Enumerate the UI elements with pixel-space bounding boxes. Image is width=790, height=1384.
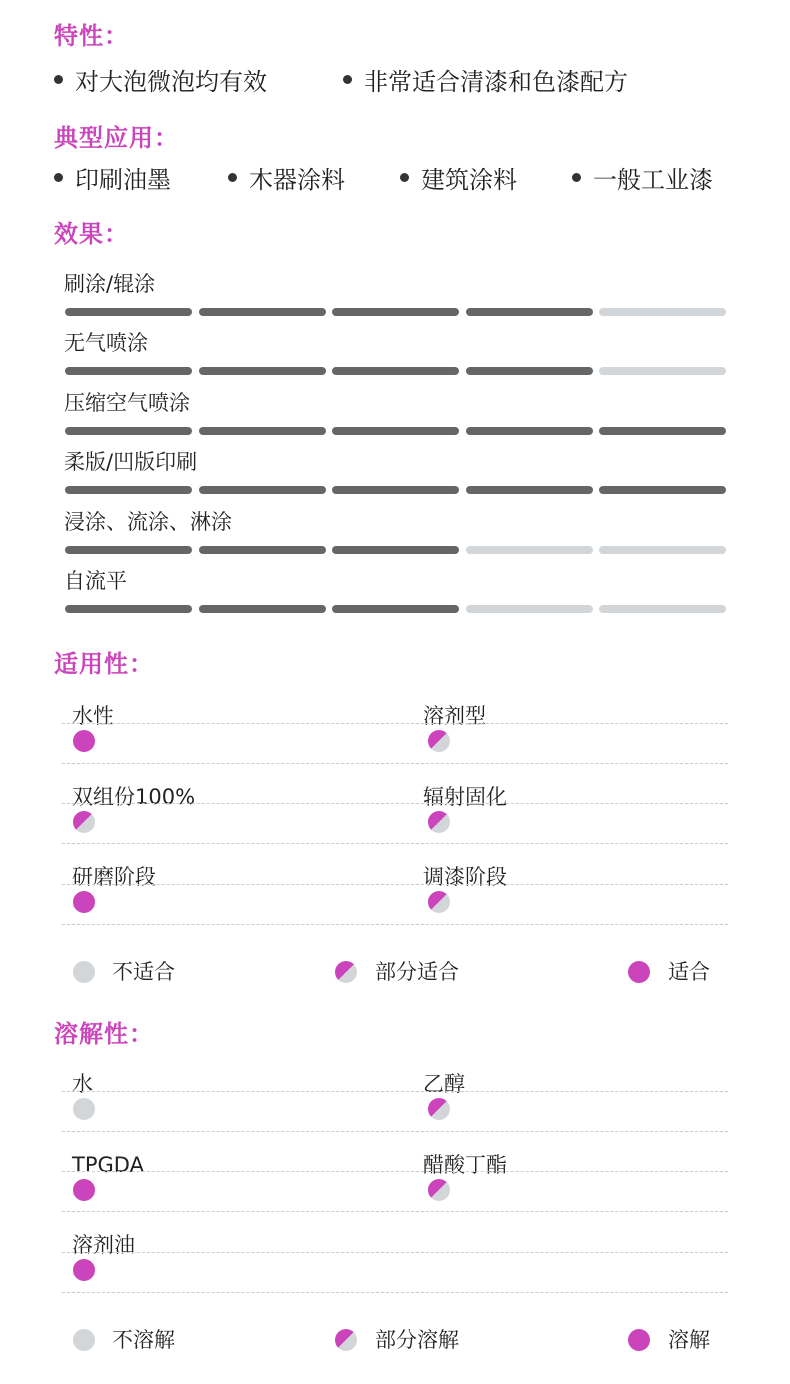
rating-full-icon	[73, 1259, 95, 1281]
row-divider	[62, 1252, 728, 1253]
suitability-heading: 适用性：	[54, 650, 154, 678]
effect-bar-segment	[599, 486, 726, 494]
rating-part-icon	[428, 1098, 450, 1120]
effect-bar-segment	[199, 367, 326, 375]
feature-item	[343, 62, 628, 96]
bullet-icon	[228, 173, 237, 182]
effect-label: 压缩空气喷涂	[64, 390, 190, 415]
solubility-item-label: TPGDA	[72, 1152, 144, 1177]
solubility-heading: 溶解性：	[54, 1020, 154, 1048]
legend-full-icon	[628, 961, 650, 983]
applications-heading: 典型应用：	[54, 124, 179, 152]
legend-part-icon	[335, 961, 357, 983]
suitability-item-label: 调漆阶段	[423, 865, 507, 889]
legend-part-icon	[335, 1329, 357, 1351]
solubility-item-label: 溶剂油	[72, 1233, 135, 1257]
row-divider	[62, 1091, 728, 1092]
row-divider	[62, 924, 728, 925]
rating-part-icon	[428, 1179, 450, 1201]
effect-bar-segment	[65, 308, 192, 316]
application-item-label: 建筑涂料	[421, 165, 517, 194]
effect-bar-segment	[466, 605, 593, 613]
feature-item-label: 对大泡微泡均有效	[75, 67, 267, 96]
suitability-item-label: 双组份100%	[72, 784, 196, 809]
row-divider	[62, 1292, 728, 1293]
rating-part-icon	[73, 811, 95, 833]
bullet-icon	[572, 173, 581, 182]
row-divider	[62, 1131, 728, 1132]
effect-bar-segment	[466, 308, 593, 316]
effect-bar-segment	[199, 308, 326, 316]
rating-part-icon	[428, 891, 450, 913]
row-divider	[62, 1211, 728, 1212]
effect-bar-segment	[199, 486, 326, 494]
effect-bar-segment	[466, 486, 593, 494]
effect-bar-segment	[65, 486, 192, 494]
legend-none-label: 不适合	[112, 960, 175, 984]
row-divider	[62, 1171, 728, 1172]
application-item	[400, 160, 517, 194]
bullet-icon	[400, 173, 409, 182]
application-item-label: 一般工业漆	[593, 165, 713, 194]
legend-full-icon	[628, 1329, 650, 1351]
effect-bar-segment	[332, 427, 459, 435]
row-divider	[62, 884, 728, 885]
effect-bar-segment	[199, 605, 326, 613]
solubility-item-label: 醋酸丁酯	[423, 1152, 507, 1177]
effect-bar-segment	[65, 427, 192, 435]
application-item	[54, 160, 171, 194]
row-divider	[62, 723, 728, 724]
application-item-label: 木器涂料	[249, 165, 345, 194]
suitability-item-label: 辐射固化	[423, 784, 507, 809]
row-divider	[62, 803, 728, 804]
effect-bar-segment	[599, 605, 726, 613]
effect-bar-segment	[599, 427, 726, 435]
effect-label: 刷涂/辊涂	[64, 272, 156, 296]
effect-bar-segment	[332, 486, 459, 494]
feature-item	[54, 62, 267, 96]
legend-full-label: 溶解	[668, 1328, 710, 1352]
legend-full-label: 适合	[668, 960, 710, 984]
bullet-icon	[54, 75, 63, 84]
suitability-item-label: 研磨阶段	[72, 865, 156, 889]
effect-bar-segment	[199, 427, 326, 435]
effect-label: 浸涂、流涂、淋涂	[64, 509, 232, 534]
features-heading: 特性：	[54, 22, 129, 50]
feature-item-label: 非常适合清漆和色漆配方	[364, 67, 628, 96]
legend-part-label: 部分适合	[375, 960, 459, 984]
suitability-item-label: 水性	[72, 704, 114, 728]
effect-bar-segment	[332, 605, 459, 613]
legend-part-label: 部分溶解	[375, 1328, 459, 1352]
rating-full-icon	[73, 1179, 95, 1201]
bullet-icon	[54, 173, 63, 182]
suitability-item-label: 溶剂型	[423, 704, 486, 728]
effect-bar-segment	[199, 546, 326, 554]
effects-heading: 效果：	[54, 220, 129, 248]
legend-none-icon	[73, 1329, 95, 1351]
effect-bar-segment	[599, 367, 726, 375]
effect-bar-segment	[332, 546, 459, 554]
rating-part-icon	[428, 730, 450, 752]
effect-bar-segment	[65, 546, 192, 554]
effect-bar-segment	[65, 605, 192, 613]
application-item	[228, 160, 345, 194]
solubility-item-label: 水	[72, 1072, 93, 1096]
legend-none-label: 不溶解	[112, 1328, 175, 1352]
effect-bar-segment	[466, 546, 593, 554]
effect-bar-segment	[332, 308, 459, 316]
effect-label: 自流平	[64, 569, 127, 593]
rating-full-icon	[73, 730, 95, 752]
row-divider	[62, 843, 728, 844]
bullet-icon	[343, 75, 352, 84]
rating-part-icon	[428, 811, 450, 833]
application-item-label: 印刷油墨	[75, 165, 171, 194]
effect-bar-segment	[332, 367, 459, 375]
effect-bar-segment	[599, 308, 726, 316]
effect-bar-segment	[466, 427, 593, 435]
effect-label: 无气喷涂	[64, 331, 148, 356]
effect-bar-segment	[599, 546, 726, 554]
solubility-item-label: 乙醇	[423, 1072, 465, 1096]
rating-none-icon	[73, 1098, 95, 1120]
rating-full-icon	[73, 891, 95, 913]
legend-none-icon	[73, 961, 95, 983]
row-divider	[62, 763, 728, 764]
effect-label: 柔版/凹版印刷	[64, 450, 198, 475]
effect-bar-segment	[65, 367, 192, 375]
effect-bar-segment	[466, 367, 593, 375]
application-item	[572, 160, 713, 194]
